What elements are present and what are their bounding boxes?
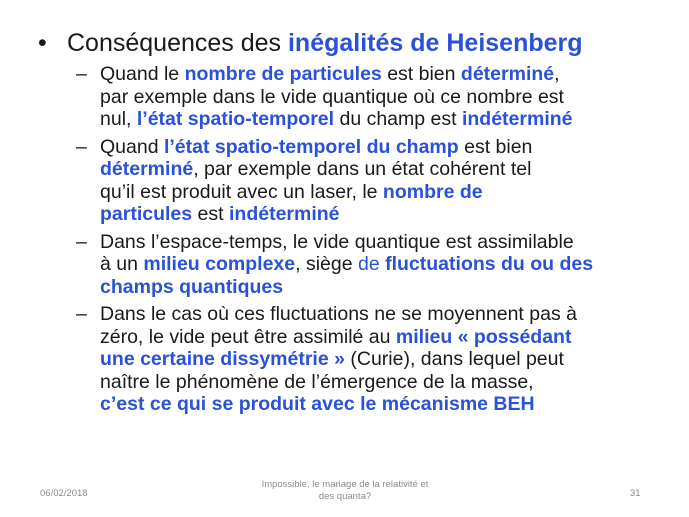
text-line bbox=[100, 326, 676, 349]
text-segment: est bien bbox=[381, 63, 461, 85]
slide-number: 31 bbox=[630, 488, 641, 499]
text-segment: est bien bbox=[458, 135, 533, 158]
text-segment: du champ est bbox=[334, 108, 462, 130]
highlighted-text: l’état spatio-temporel du champ bbox=[163, 135, 459, 158]
highlighted-text: de bbox=[357, 253, 380, 275]
highlighted-text: milieu complexe bbox=[143, 253, 296, 275]
text-line bbox=[100, 181, 676, 204]
footer-title: Impossible, le mariage de la relativité et des quanta? bbox=[261, 479, 429, 502]
text-segment: Quand le bbox=[100, 63, 185, 85]
highlighted-text: champs quantiques bbox=[100, 275, 284, 298]
dash-icon: – bbox=[76, 303, 87, 325]
text-line bbox=[100, 253, 676, 276]
bullet-icon: • bbox=[38, 29, 47, 57]
dash-icon: – bbox=[76, 135, 87, 158]
text-line bbox=[100, 393, 676, 416]
highlighted-text: c’est ce qui se produit avec le mécanisme BEH bbox=[100, 393, 535, 415]
highlighted-text: nombre de bbox=[382, 180, 483, 203]
footer-date: 06/02/2018 bbox=[40, 488, 88, 499]
text-line bbox=[100, 136, 676, 159]
sub-bullet-item bbox=[76, 303, 676, 416]
text-segment: Dans l’espace-temps, le vide quantique est assimilable bbox=[100, 230, 574, 253]
slide-heading: Conséquences des inégalités de Heisenberg bbox=[67, 29, 583, 57]
text-segment: zéro, le vide peut être assimilé au bbox=[100, 325, 396, 348]
text-line bbox=[100, 203, 676, 226]
highlighted-text: milieu « possédant bbox=[395, 325, 572, 348]
highlighted-text: l’état spatio-temporel bbox=[136, 108, 335, 130]
highlighted-text: une certaine dissymétrie » bbox=[100, 348, 345, 370]
text-segment: qu’il est produit avec un laser, le bbox=[100, 180, 383, 203]
text-line bbox=[100, 231, 676, 254]
highlighted-text: particules bbox=[100, 203, 193, 225]
text-segment: Quand bbox=[100, 135, 164, 158]
sub-bullet-item bbox=[76, 136, 676, 226]
sub-bullet-item bbox=[76, 63, 676, 131]
text-segment: nul, bbox=[100, 108, 137, 130]
text-line bbox=[100, 158, 676, 181]
text-segment: , bbox=[554, 63, 560, 85]
highlighted-text: déterminé bbox=[460, 63, 555, 85]
highlighted-text: fluctuations du ou des bbox=[385, 253, 594, 275]
text-segment: (Curie), dans lequel peut bbox=[344, 348, 564, 370]
text-line bbox=[100, 63, 676, 86]
text-segment: naître le phénomène de l’émergence de la masse, bbox=[100, 370, 534, 393]
text-line bbox=[100, 348, 676, 371]
text-segment: Dans le cas où ces fluctuations ne se moyennent pas à bbox=[100, 303, 577, 325]
dash-icon: – bbox=[76, 230, 87, 253]
highlighted-text: déterminé bbox=[100, 158, 194, 180]
sub-bullet-list bbox=[76, 63, 676, 421]
text-line bbox=[100, 371, 676, 394]
highlighted-text: nombre de particules bbox=[184, 63, 382, 85]
highlighted-text: indéterminé bbox=[461, 108, 573, 130]
text-segment: , siège bbox=[295, 253, 358, 275]
text-segment: est bbox=[192, 203, 229, 225]
highlighted-text: indéterminé bbox=[228, 203, 340, 225]
text-segment: , par exemple dans un état cohérent tel bbox=[193, 158, 532, 180]
text-line bbox=[100, 276, 676, 299]
sub-bullet-item bbox=[76, 231, 676, 299]
text-line bbox=[100, 108, 676, 131]
text-line bbox=[100, 303, 676, 326]
text-segment: à un bbox=[100, 253, 144, 275]
dash-icon: – bbox=[76, 63, 87, 85]
text-line bbox=[100, 86, 676, 109]
text-segment: par exemple dans le vide quantique où ce nombre est bbox=[100, 85, 564, 108]
